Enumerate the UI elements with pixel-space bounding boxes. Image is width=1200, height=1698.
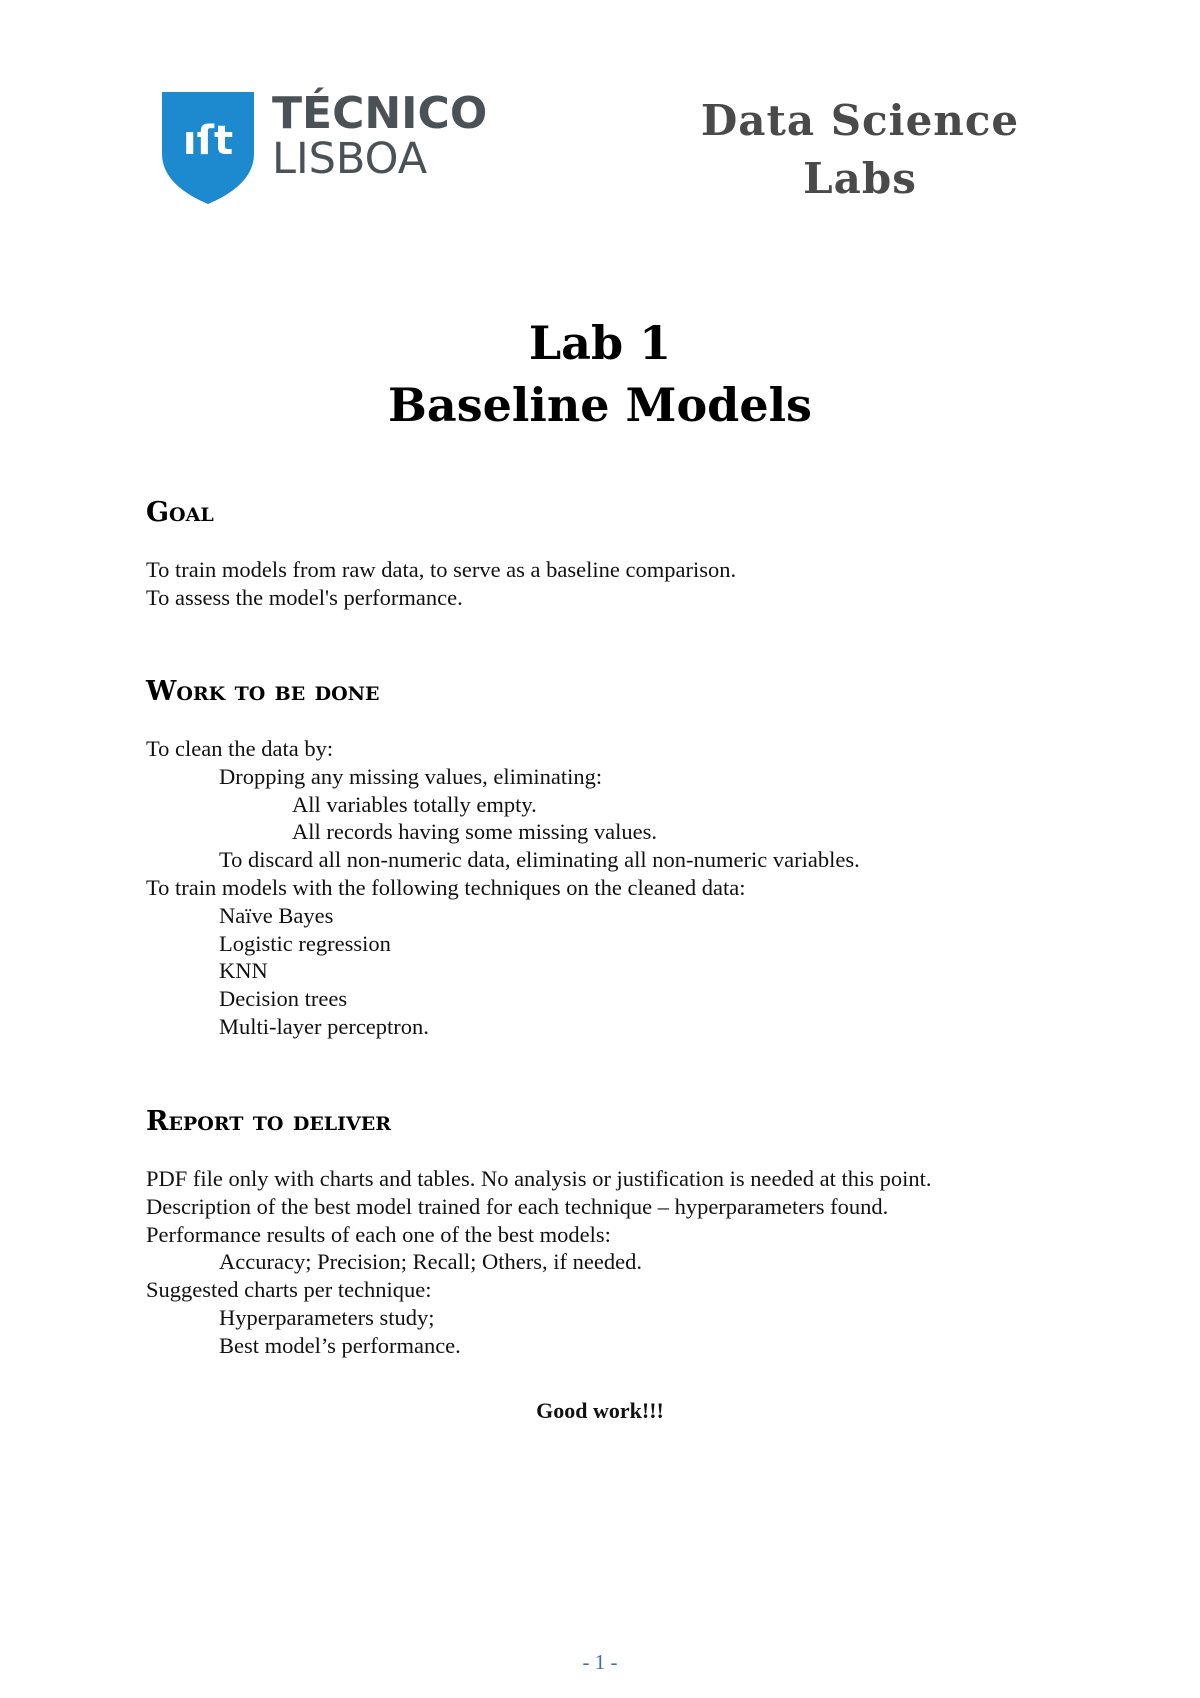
work-line: All records having some missing values. (292, 819, 657, 845)
page-number: - 1 - (582, 1650, 618, 1674)
tecnico-lisboa-logo (158, 88, 488, 206)
work-text (146, 735, 860, 1041)
header-line1: Data Science (700, 96, 1020, 145)
technique-item: Naïve Bayes (219, 902, 334, 928)
shield-logo-icon (158, 88, 258, 206)
work-line: Dropping any missing values, eliminating: (219, 763, 603, 789)
technique-item: KNN (219, 958, 268, 984)
report-line: PDF file only with charts and tables. No analysis or justification is needed at this point. (146, 1166, 932, 1191)
report-line: Hyperparameters study; (219, 1304, 435, 1330)
document-title (0, 312, 1200, 436)
report-line: Suggested charts per technique: (146, 1277, 432, 1303)
title-line2: Baseline Models (388, 378, 812, 432)
goal-heading: Goal (146, 497, 214, 528)
work-line: All variables totally empty. (292, 791, 537, 817)
technique-item: Multi-layer perceptron. (219, 1013, 429, 1039)
goal-line: To train models from raw data, to serve as a baseline comparison. (146, 557, 737, 582)
report-line: Description of the best model trained for each technique – hyperparameters found. (146, 1193, 889, 1219)
logo-wordmark (272, 88, 488, 184)
technique-item: Decision trees (219, 986, 348, 1012)
logo-line1: TÉCNICO (272, 88, 488, 139)
title-line1: Lab 1 (528, 316, 672, 370)
work-line: To clean the data by: (146, 736, 334, 761)
goal-line: To assess the model's performance. (146, 584, 463, 610)
report-line: Accuracy; Precision; Recall; Others, if needed. (219, 1249, 642, 1275)
work-line: To train models with the following techniques on the cleaned data: (146, 874, 746, 900)
technique-item: Logistic regression (219, 930, 391, 956)
logo-line2: LISBOA (272, 134, 428, 184)
goal-text (146, 556, 736, 612)
report-line: Best model’s performance. (219, 1332, 461, 1358)
svg-text:ıſt: ıſt (182, 118, 234, 164)
work-line: To discard all non-numeric data, eliminating all non-numeric variables. (219, 847, 860, 873)
report-heading: Report to deliver (146, 1106, 392, 1137)
closing-text: Good work!!! (536, 1398, 664, 1423)
work-heading: Work to be done (146, 676, 380, 707)
report-line: Performance results of each one of the best models: (146, 1221, 611, 1247)
header-title (690, 92, 1030, 208)
header-line2: Labs (803, 154, 917, 203)
report-text (146, 1165, 932, 1360)
